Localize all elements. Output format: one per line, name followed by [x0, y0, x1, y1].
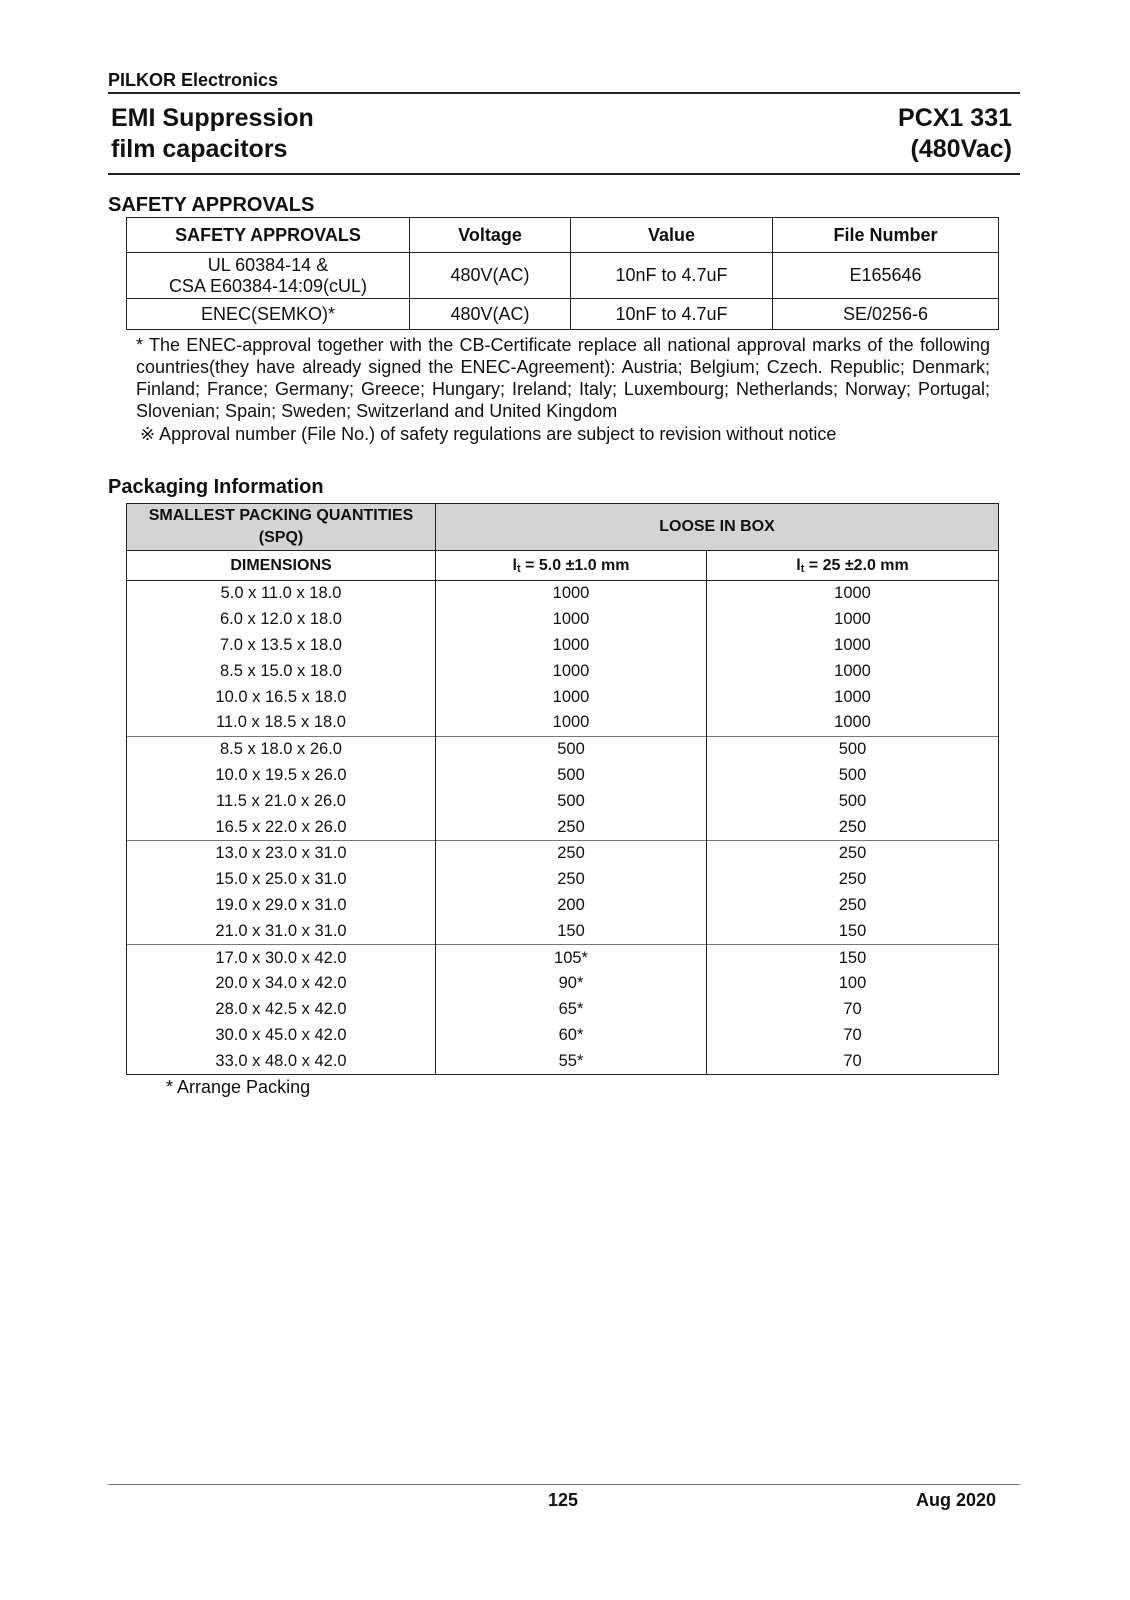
lead-subscript: t	[800, 562, 805, 575]
dimension-cell: 5.0 x 11.0 x 18.0	[127, 581, 436, 607]
qty-25mm-cell: 1000	[707, 658, 999, 684]
dimension-cell: 10.0 x 16.5 x 18.0	[127, 684, 436, 710]
header-rule-top	[108, 92, 1020, 94]
page-number: 125	[548, 1490, 579, 1510]
file-number-cell: SE/0256-6	[773, 299, 999, 330]
table-row	[127, 893, 999, 919]
lead-25mm-header	[707, 551, 999, 581]
table-row	[127, 581, 999, 607]
qty-25mm-cell: 250	[707, 867, 999, 893]
voltage-cell: 480V(AC)	[410, 299, 571, 330]
col-header-voltage: Voltage	[410, 218, 571, 253]
arrange-packing-note: * Arrange Packing	[166, 1077, 311, 1097]
lead-symbol: l	[796, 556, 801, 574]
value-cell: 10nF to 4.7uF	[571, 299, 773, 330]
qty-25mm-cell: 500	[707, 763, 999, 789]
dimension-cell: 10.0 x 19.5 x 26.0	[127, 763, 436, 789]
col-header-value: Value	[571, 218, 773, 253]
table-row	[127, 1048, 999, 1074]
safety-section-title: SAFETY APPROVALS	[108, 194, 315, 216]
table-row	[127, 633, 999, 659]
col-header-approvals: SAFETY APPROVALS	[127, 218, 410, 253]
qty-5mm-cell: 1000	[436, 581, 707, 607]
qty-5mm-cell: 55*	[436, 1048, 707, 1074]
table-row	[127, 814, 999, 840]
dimension-cell: 6.0 x 12.0 x 18.0	[127, 607, 436, 633]
table-row	[127, 918, 999, 944]
qty-5mm-cell: 65*	[436, 997, 707, 1023]
footer-rule	[108, 1484, 1020, 1485]
qty-25mm-cell: 250	[707, 814, 999, 840]
table-row	[127, 253, 999, 299]
dimension-cell: 30.0 x 45.0 x 42.0	[127, 1023, 436, 1049]
qty-25mm-cell: 250	[707, 840, 999, 866]
approval-cell	[127, 253, 410, 299]
part-line-1: PCX1 331	[898, 104, 1012, 132]
part-number	[898, 103, 1012, 165]
dimension-cell: 16.5 x 22.0 x 26.0	[127, 814, 436, 840]
table-row	[127, 1023, 999, 1049]
qty-5mm-cell: 250	[436, 840, 707, 866]
lead-subscript: t	[516, 562, 521, 575]
approval-line-2: CSA E60384-14:09(cUL)	[168, 275, 368, 296]
qty-25mm-cell: 1000	[707, 684, 999, 710]
revision-note: ※ Approval number (File No.) of safety regulations are subject to revision without notice	[140, 424, 837, 444]
packaging-section-title: Packaging Information	[108, 476, 324, 498]
dimension-cell: 11.5 x 21.0 x 26.0	[127, 788, 436, 814]
dimension-cell: 8.5 x 15.0 x 18.0	[127, 658, 436, 684]
loose-in-box-header: LOOSE IN BOX	[436, 504, 999, 551]
dimension-cell: 19.0 x 29.0 x 31.0	[127, 893, 436, 919]
table-row	[127, 658, 999, 684]
file-number-cell: E165646	[773, 253, 999, 299]
dimension-cell: 7.0 x 13.5 x 18.0	[127, 633, 436, 659]
dimensions-header: DIMENSIONS	[127, 551, 436, 581]
col-header-file-number: File Number	[773, 218, 999, 253]
title-line-1: EMI Suppression	[111, 104, 314, 132]
qty-25mm-cell: 1000	[707, 581, 999, 607]
qty-5mm-cell: 60*	[436, 1023, 707, 1049]
dimension-cell: 15.0 x 25.0 x 31.0	[127, 867, 436, 893]
title-line-2: film capacitors	[111, 135, 288, 163]
table-row	[127, 607, 999, 633]
table-row	[127, 710, 999, 736]
table-row	[127, 867, 999, 893]
table-row	[127, 945, 999, 971]
qty-25mm-cell: 1000	[707, 710, 999, 736]
qty-5mm-cell: 1000	[436, 633, 707, 659]
table-row	[127, 840, 999, 866]
qty-25mm-cell: 70	[707, 1048, 999, 1074]
qty-5mm-cell: 500	[436, 788, 707, 814]
qty-25mm-cell: 500	[707, 736, 999, 762]
lead-spec: = 25 ±2.0 mm	[804, 556, 909, 574]
table-row	[127, 684, 999, 710]
lead-symbol: l	[512, 556, 517, 574]
spq-header: SMALLEST PACKING QUANTITIES (SPQ)	[127, 504, 436, 551]
dimension-cell: 28.0 x 42.5 x 42.0	[127, 997, 436, 1023]
dimension-cell: 33.0 x 48.0 x 42.0	[127, 1048, 436, 1074]
table-row	[127, 997, 999, 1023]
dimension-cell: 20.0 x 34.0 x 42.0	[127, 971, 436, 997]
packaging-table	[126, 503, 999, 1075]
qty-5mm-cell: 1000	[436, 684, 707, 710]
qty-25mm-cell: 150	[707, 918, 999, 944]
qty-5mm-cell: 1000	[436, 658, 707, 684]
qty-25mm-cell: 250	[707, 893, 999, 919]
table-row	[127, 763, 999, 789]
approval-line-1: UL 60384-14 &	[207, 254, 329, 275]
value-cell: 10nF to 4.7uF	[571, 253, 773, 299]
dimension-cell: 21.0 x 31.0 x 31.0	[127, 918, 436, 944]
qty-25mm-cell: 100	[707, 971, 999, 997]
qty-5mm-cell: 150	[436, 918, 707, 944]
lead-spec: = 5.0 ±1.0 mm	[520, 556, 630, 574]
lead-5mm-header	[436, 551, 707, 581]
qty-25mm-cell: 500	[707, 788, 999, 814]
qty-5mm-cell: 90*	[436, 971, 707, 997]
dimension-cell: 11.0 x 18.5 x 18.0	[127, 710, 436, 736]
qty-5mm-cell: 105*	[436, 945, 707, 971]
table-row	[127, 971, 999, 997]
enec-note: * The ENEC-approval together with the CB-Certificate replace all national approval marks of the following countries(they have already signed the ENEC-Agreement): Austria; Belgium; Czech. Republic; Denmark; Finland; France; Germany; Greece; Hungary; Ireland; Italy; Luxembourg; Netherlands; Norway; Portugal; Slovenian; Spain; Sweden; Switzerland and United Kingdom	[136, 335, 990, 421]
table-row	[127, 788, 999, 814]
qty-5mm-cell: 250	[436, 867, 707, 893]
qty-25mm-cell: 1000	[707, 607, 999, 633]
qty-25mm-cell: 70	[707, 1023, 999, 1049]
header-rule-bottom	[108, 173, 1020, 175]
dimension-cell: 17.0 x 30.0 x 42.0	[127, 945, 436, 971]
qty-25mm-cell: 150	[707, 945, 999, 971]
document-title	[111, 103, 314, 165]
qty-5mm-cell: 500	[436, 736, 707, 762]
qty-5mm-cell: 200	[436, 893, 707, 919]
packaging-rows	[127, 581, 999, 1075]
safety-approvals-table	[126, 217, 999, 330]
qty-25mm-cell: 70	[707, 997, 999, 1023]
part-line-2: (480Vac)	[910, 135, 1012, 163]
table-row	[127, 299, 999, 330]
revision-date: Aug 2020	[915, 1490, 996, 1510]
voltage-cell: 480V(AC)	[410, 253, 571, 299]
qty-5mm-cell: 250	[436, 814, 707, 840]
qty-5mm-cell: 1000	[436, 710, 707, 736]
qty-25mm-cell: 1000	[707, 633, 999, 659]
company-name: PILKOR Electronics	[108, 70, 279, 90]
dimension-cell: 8.5 x 18.0 x 26.0	[127, 736, 436, 762]
dimension-cell: 13.0 x 23.0 x 31.0	[127, 840, 436, 866]
qty-5mm-cell: 1000	[436, 607, 707, 633]
table-row	[127, 736, 999, 762]
approval-cell: ENEC(SEMKO)*	[127, 299, 410, 330]
qty-5mm-cell: 500	[436, 763, 707, 789]
